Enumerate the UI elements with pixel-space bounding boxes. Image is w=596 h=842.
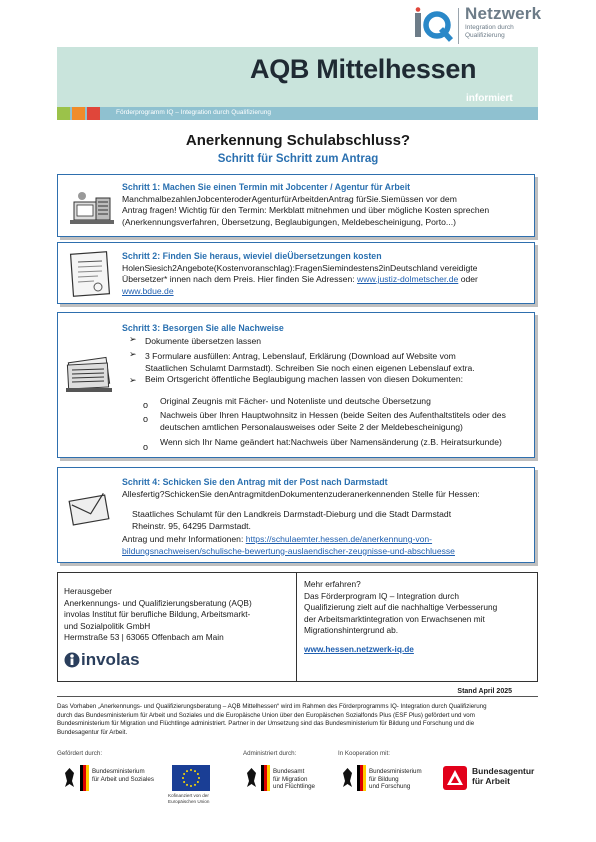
fine-line2: durch das Bundesministerium für Arbeit und Soziales und die Europäische Union über den Europäischen Sozialfonds Plus (ESF Plus) gefördert und vom — [57, 711, 475, 719]
logo-word: Netzwerk — [465, 4, 542, 23]
more-line3: der Arbeitsmarktintegration von Erwachsenen mit — [304, 613, 485, 624]
bmbf-eagle-icon — [340, 765, 355, 791]
step2-title: Schritt 2: Finden Sie heraus, wieviel dieÜbersetzungen kosten — [122, 251, 382, 261]
fine-line3: Bundesministerium für Migration und Flüchtlinge administriert. Partner in der Umsetzung sind das Bundesministerium für Bildung und Forschung und die — [57, 720, 475, 727]
iq-logo-icon — [413, 7, 455, 43]
step3-arrow-2: ➢ — [129, 349, 137, 359]
step1-title: Schritt 1: Machen Sie einen Termin mit Jobcenter / Agentur für Arbeit — [122, 182, 411, 192]
step4-info-label: Antrag und mehr Informationen: — [122, 534, 244, 544]
more-line1: Das Förderprogram IQ – Integration durch — [304, 590, 459, 601]
publisher-line1: Anerkennungs- und Qualifizierungsberatung (AQB) — [64, 597, 252, 608]
document-stack-icon — [64, 352, 116, 396]
step4-info — [122, 534, 455, 557]
bmbf-line1: Bundesministerium — [369, 768, 422, 775]
step3-item2-line1: 3 Formulare ausfüllen: Antrag, Lebenslauf, Erklärung (Download auf Website vom — [145, 351, 456, 361]
publisher-line2: involas Institut für berufliche Bildung, Arbeitsmarkt- — [64, 609, 251, 619]
certificate-document-icon — [68, 250, 112, 298]
eu-line2: Europäischen Union — [168, 798, 210, 804]
publisher-label: Herausgeber — [64, 586, 112, 596]
banner-programm: Förderprogramm IQ – Integration durch Qualifizierung — [116, 109, 271, 116]
step4-address — [132, 509, 451, 532]
page-title: Anerkennung Schulabschluss? — [185, 132, 411, 149]
step3-item3: Beim Ortsgericht öffentliche Beglaubigung machen lassen von diesen Dokumenten: — [145, 374, 463, 384]
logo-subtitle — [465, 24, 514, 40]
step1-line3: (Anerkennungsverfahren, Übersetzung, Beglaubigungen, Meldebescheinigung, Porto...) — [122, 216, 456, 227]
publisher-text — [64, 586, 252, 644]
bmbf-logo-text — [369, 768, 422, 791]
step3-item2 — [145, 351, 475, 374]
fine-line1: Das Vorhaben „Anerkennungs- und Qualifizierungsberatung – AQB Mittelhessen“ wird im Rahmen des Förderprogramms IQ- Integration durch Qualifizierung — [57, 703, 487, 710]
step1-line1: ManchmalbezahlenJobcenteroderAgenturfürArbeitdenAntrag fürSie.Siemüssen vor dem — [122, 193, 457, 204]
footer-fine-print — [57, 703, 547, 737]
eu-caption — [168, 793, 209, 804]
step2-oder: oder — [460, 274, 478, 284]
step3-sub2-line1: Nachweis über Ihren Hauptwohnsitz in Hessen (beide Seiten des Aufenthaltstitels oder des — [160, 410, 506, 420]
step4-address-line1: Staatliches Schulamt für den Landkreis Darmstadt-Dieburg und die Stadt Darmstadt — [132, 509, 452, 519]
step3-bullet-1: o — [143, 400, 149, 410]
step4-title: Schritt 4: Schicken Sie den Antrag mit der Post nach Darmstadt — [122, 477, 388, 487]
bamf-line3: und Flüchtlinge — [273, 783, 315, 790]
step3-item1: Dokumente übersetzen lassen — [145, 336, 262, 346]
step4-text — [122, 477, 480, 500]
involas-logo-word: involas — [81, 650, 140, 669]
more-line4: Migrationshintergrund ab. — [304, 625, 399, 635]
bamf-line2: für Migration — [273, 775, 308, 783]
step3-sub2 — [160, 410, 506, 433]
step3-bullet-2: o — [143, 414, 149, 424]
bdue-link[interactable]: www.bdue.de — [122, 285, 174, 296]
step3-sub3: Wenn sich Ihr Name geändert hat:Nachweis über Namensänderung (z.B. Heiratsurkunde) — [160, 437, 502, 447]
page-subtitle: Schritt für Schritt zum Antrag — [217, 153, 379, 165]
step3-title: Schritt 3: Besorgen Sie alle Nachweise — [122, 323, 284, 333]
kooperation-label: In Kooperation mit: — [338, 750, 390, 757]
administriert-label: Administriert durch: — [243, 750, 297, 757]
more-info-text — [304, 579, 497, 637]
step1-line2: Antrag fragen! Wichtig für den Termin: Merkblatt mitnehmen und über mögliche Kosten sprechen — [122, 205, 490, 215]
step4-line1: Allesfertig?SchickenSie denAntragmitdenDokumentenzuderanerkennenden Stelle für Hessen: — [122, 488, 480, 499]
envelope-icon — [68, 492, 112, 528]
eu-flag — [172, 765, 210, 791]
bamf-eagle-icon — [244, 765, 259, 791]
logo-divider — [458, 8, 459, 44]
step2-text — [122, 251, 478, 297]
step3-bullet-3: o — [143, 442, 149, 452]
bmbf-line3: und Forschung — [369, 783, 411, 790]
bundesagentur-logo-text — [472, 767, 534, 786]
eu-stars-icon — [172, 765, 210, 791]
schulaemter-link-part1[interactable]: https://schulaemter.hessen.de/anerkennung-von- — [245, 534, 433, 544]
banner-square-green — [57, 107, 70, 120]
bmbf-flag-bar-gold — [363, 765, 366, 791]
schulaemter-link-part2[interactable]: bildungsnachweisen/schulische-bewertung-auslaendischer-zeugnisse-und-abschluesse — [122, 545, 455, 556]
step3-arrow-1: ➢ — [129, 334, 137, 344]
step2-line2 — [122, 274, 478, 286]
involas-logo — [64, 650, 140, 670]
publisher-line4: Hermstraße 53 | 63065 Offenbach am Main — [64, 632, 224, 642]
fine-line4: Bundesagentur für Arbeit. — [57, 728, 128, 736]
bmas-eagle-icon — [62, 765, 77, 791]
logo-subtitle-line1: Integration durch — [465, 24, 514, 31]
step3-arrow-3: ➢ — [129, 375, 137, 385]
more-line2: Qualifizierung zielt auf die nachhaltige Verbesserung — [304, 602, 498, 612]
banner-informiert: informiert — [466, 93, 513, 104]
step3-sub1: Original Zeugnis mit Fächer- und Notenliste und deutsche Übersetzung — [160, 396, 431, 406]
step3-sub2-line2: deutschen amtlichen Personalausweises oder Seite 2 der Meldebescheinigung) — [160, 421, 463, 432]
banner-square-orange — [72, 107, 85, 120]
bamf-line1: Bundesamt — [273, 768, 305, 775]
bmas-logo-text — [92, 768, 154, 783]
step4-address-line2: Rheinstr. 95, 64295 Darmstadt. — [132, 520, 251, 531]
bmas-flag-bar-gold — [86, 765, 89, 791]
bamf-logo-text — [273, 768, 315, 791]
gefoerdert-label: Gefördert durch: — [57, 750, 103, 757]
banner-title: AQB Mittelhessen — [250, 54, 477, 84]
bmbf-line2: für Bildung — [369, 775, 399, 783]
publisher-line3: und Sozialpolitik GmbH — [64, 620, 151, 631]
bundesagentur-logo-icon — [442, 765, 468, 791]
step3-item2-line2: Staatlichen Schulamt Darmstadt). Schreiben Sie noch einen eigenen Lebenslauf extra. — [145, 362, 475, 373]
stand-date: Stand April 2025 — [457, 688, 512, 695]
bmas-line2: für Arbeit und Soziales — [92, 775, 154, 783]
step2-line2-text: Übersetzer* innen nach dem Preis. Hier finden Sie Adressen: — [122, 274, 355, 284]
office-desk-icon — [68, 188, 116, 228]
footer-divider — [57, 696, 538, 697]
step1-text — [122, 182, 489, 228]
banner-square-red — [87, 107, 100, 120]
ba-line2: für Arbeit — [472, 775, 510, 786]
logo-subtitle-line2: Qualifizierung — [465, 32, 505, 39]
more-label: Mehr erfahren? — [304, 579, 361, 589]
hessen-netzwerk-iq-link[interactable]: www.hessen.netzwerk-iq.de — [304, 644, 414, 654]
eu-line1: Kofinanziert von der — [168, 793, 209, 798]
step3-title-wrap — [122, 323, 284, 335]
more-link-wrap — [304, 644, 414, 656]
step2-line1: HolenSiesich2Angebote(Kostenvoranschlag):FragenSiemindestens2inDeutschland vereidigte — [122, 262, 478, 273]
involas-logo-icon — [64, 652, 80, 668]
justiz-dolmetscher-link[interactable]: www.justiz-dolmetscher.de — [357, 274, 459, 284]
ba-line1: Bundesagentur — [472, 766, 535, 776]
bmas-line1: Bundesministerium — [92, 768, 145, 775]
bamf-flag-bar-gold — [267, 765, 270, 791]
